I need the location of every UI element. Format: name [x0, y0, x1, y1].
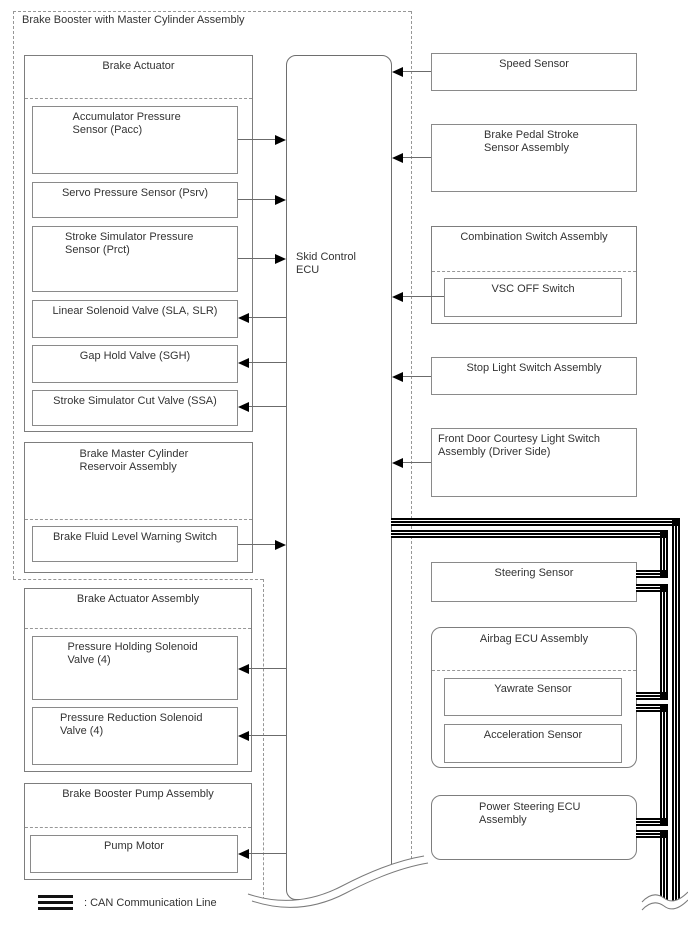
vsc-off-switch-label: VSC OFF Switch — [491, 283, 575, 295]
acceleration-sensor-box — [444, 724, 622, 763]
pump-motor-box — [30, 835, 238, 873]
stroke-simulator-pressure-sensor-box — [32, 226, 238, 292]
pressure-reduction-solenoid-valve-label: Pressure Reduction Solenoid Valve (4) — [60, 712, 203, 737]
arrow-head-icon — [238, 731, 249, 741]
legend-label: : CAN Communication Line — [84, 897, 217, 909]
skid-control-ecu-box — [286, 55, 392, 900]
arrow-head-icon — [275, 540, 286, 550]
group-separator — [432, 670, 636, 671]
acceleration-sensor-label: Acceleration Sensor — [483, 729, 583, 741]
gap-hold-valve-label: Gap Hold Valve (SGH) — [79, 350, 191, 362]
arrow-shaft — [249, 853, 286, 854]
accumulator-pressure-sensor-label: Accumulator Pressure Sensor (Pacc) — [72, 111, 181, 136]
boundary-dashed-right — [411, 11, 412, 859]
brake-actuator-title: Brake Actuator — [102, 60, 175, 72]
arrow-shaft — [238, 139, 275, 140]
arrow-shaft — [403, 376, 431, 377]
can-trunk-inner-vertical — [660, 830, 668, 905]
speed-sensor-box — [431, 53, 637, 91]
steering-sensor-label: Steering Sensor — [494, 567, 574, 579]
speed-sensor-label: Speed Sensor — [499, 58, 569, 70]
arrow-head-icon — [238, 402, 249, 412]
brake-fluid-level-warning-switch-box — [32, 526, 238, 562]
linear-solenoid-valve-label: Linear Solenoid Valve (SLA, SLR) — [52, 305, 218, 317]
gap-hold-valve-box — [32, 345, 238, 383]
arrow-shaft — [403, 71, 431, 72]
arrow-shaft — [238, 199, 275, 200]
arrow-shaft — [249, 735, 286, 736]
servo-pressure-sensor-label: Servo Pressure Sensor (Psrv) — [61, 187, 209, 199]
front-door-courtesy-switch-box — [431, 428, 637, 497]
boundary-dashed-bottom — [13, 579, 263, 580]
group-separator — [25, 98, 252, 99]
brake-pedal-stroke-sensor-box — [431, 124, 637, 192]
can-corner — [660, 818, 668, 826]
front-door-courtesy-switch-label: Front Door Courtesy Light Switch Assembly (Driver Side) — [438, 433, 601, 458]
arrow-head-icon — [392, 67, 403, 77]
pressure-holding-solenoid-valve-box — [32, 636, 238, 700]
pressure-holding-solenoid-valve-label: Pressure Holding Solenoid Valve (4) — [67, 641, 198, 666]
linear-solenoid-valve-box — [32, 300, 238, 338]
arrow-head-icon — [392, 153, 403, 163]
vsc-off-switch-box — [444, 278, 622, 317]
pump-motor-label: Pump Motor — [104, 840, 164, 852]
stroke-simulator-cut-valve-label: Stroke Simulator Cut Valve (SSA) — [53, 395, 217, 407]
can-corner — [672, 518, 680, 526]
brake-pedal-stroke-sensor-label: Brake Pedal Stroke Sensor Assembly — [484, 129, 579, 154]
group-separator — [25, 628, 251, 629]
stroke-simulator-pressure-sensor-label: Stroke Simulator Pressure Sensor (Prct) — [65, 231, 194, 256]
arrow-shaft — [238, 258, 275, 259]
arrow-shaft — [249, 406, 286, 407]
brake-fluid-level-warning-switch-label: Brake Fluid Level Warning Switch — [52, 531, 218, 543]
can-trunk-outer-vertical — [672, 518, 680, 905]
can-corner — [660, 530, 668, 538]
servo-pressure-sensor-box — [32, 182, 238, 218]
stop-light-switch-box — [431, 357, 637, 395]
arrow-head-icon — [238, 849, 249, 859]
arrow-head-icon — [392, 292, 403, 302]
arrow-shaft — [403, 296, 444, 297]
reservoir-title: Brake Master Cylinder Reservoir Assembly — [79, 448, 189, 473]
can-trunk-inner-vertical — [660, 584, 668, 700]
group-separator — [25, 827, 251, 828]
can-corner — [660, 704, 668, 712]
brake-booster-pump-assembly-title: Brake Booster Pump Assembly — [62, 788, 214, 800]
arrow-head-icon — [275, 254, 286, 264]
can-corner — [660, 830, 668, 838]
can-corner — [660, 692, 668, 700]
yawrate-sensor-label: Yawrate Sensor — [494, 683, 572, 695]
skid-control-ecu-label: Skid Control ECU — [296, 251, 356, 276]
arrow-head-icon — [238, 313, 249, 323]
pressure-reduction-solenoid-valve-box — [32, 707, 238, 765]
power-steering-ecu-box — [431, 795, 637, 860]
boundary-dashed-top — [13, 11, 411, 12]
can-line-swatch-icon — [38, 895, 73, 910]
stop-light-switch-label: Stop Light Switch Assembly — [466, 362, 602, 374]
can-trunk-inner-vertical — [660, 704, 668, 826]
accumulator-pressure-sensor-box — [32, 106, 238, 174]
can-trunk-outer-horizontal — [391, 518, 680, 526]
power-steering-ecu-label: Power Steering ECU Assembly — [479, 801, 581, 826]
arrow-head-icon — [392, 372, 403, 382]
arrow-head-icon — [238, 664, 249, 674]
arrow-head-icon — [275, 195, 286, 205]
boundary-dashed-left — [13, 11, 14, 579]
group-separator — [25, 519, 252, 520]
arrow-shaft — [403, 462, 431, 463]
group-separator — [432, 271, 636, 272]
arrow-head-icon — [392, 458, 403, 468]
arrow-shaft — [249, 668, 286, 669]
arrow-head-icon — [275, 135, 286, 145]
airbag-ecu-title: Airbag ECU Assembly — [479, 633, 589, 645]
steering-sensor-box — [431, 562, 637, 602]
boundary-label: Brake Booster with Master Cylinder Assembly — [22, 14, 245, 26]
arrow-shaft — [249, 362, 286, 363]
combination-switch-title: Combination Switch Assembly — [460, 231, 608, 243]
arrow-shaft — [403, 157, 431, 158]
can-corner — [660, 570, 668, 578]
arrow-shaft — [238, 544, 275, 545]
stroke-simulator-cut-valve-box — [32, 390, 238, 426]
brake-actuator-assembly-title: Brake Actuator Assembly — [76, 593, 200, 605]
yawrate-sensor-box — [444, 678, 622, 716]
arrow-shaft — [249, 317, 286, 318]
arrow-head-icon — [238, 358, 249, 368]
boundary-dashed-mid — [263, 579, 264, 910]
can-trunk-inner-horizontal — [391, 530, 668, 538]
can-corner — [660, 584, 668, 592]
